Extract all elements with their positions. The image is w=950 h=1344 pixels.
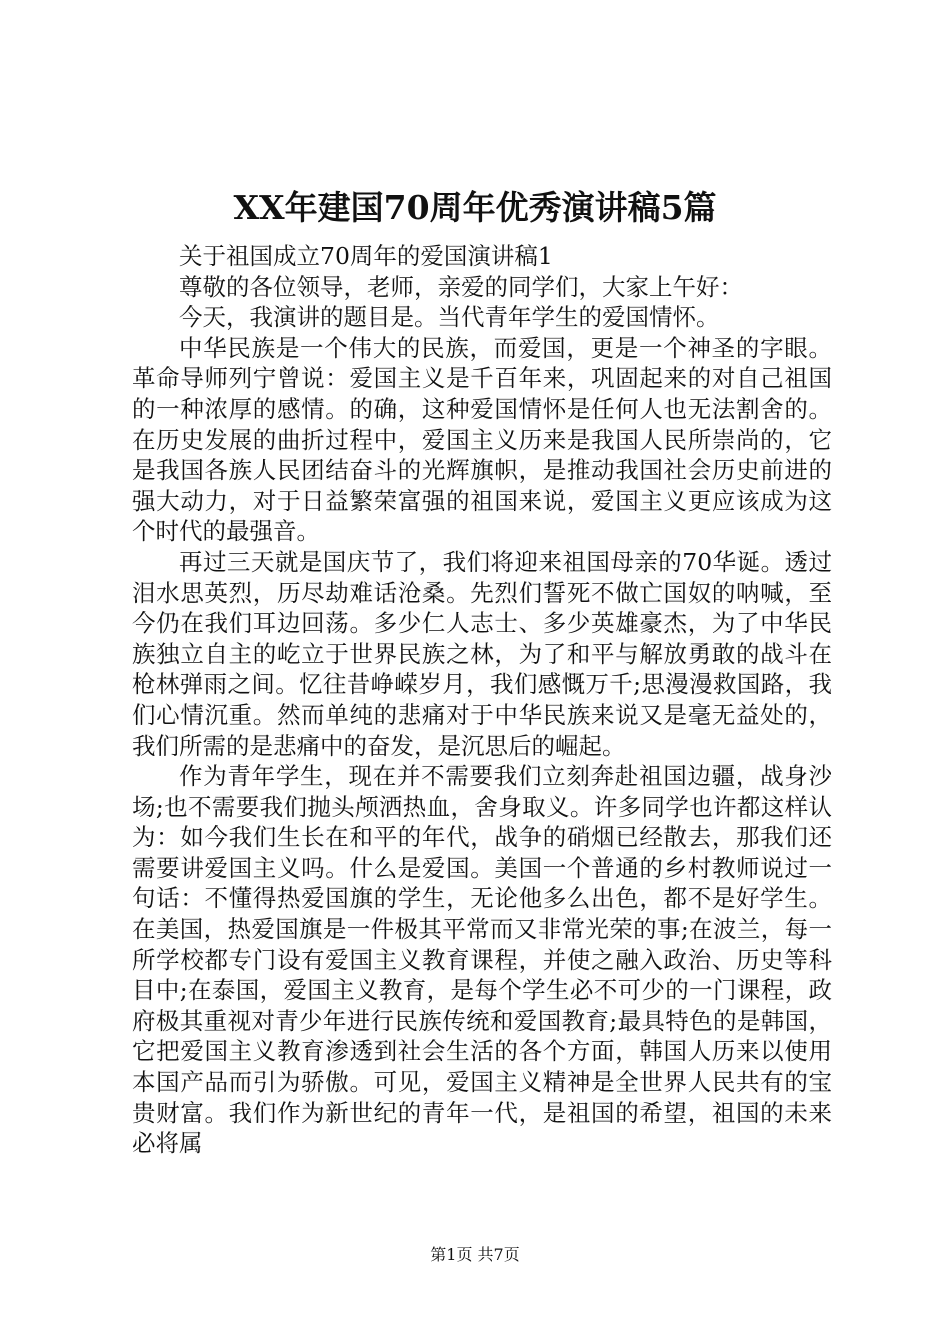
paragraph-subtitle: 关于祖国成立70周年的爱国演讲稿1: [179, 242, 553, 270]
page-footer: 第1页 共7页: [430, 1245, 520, 1264]
document-title: XX年建国70周年优秀演讲稿5篇: [233, 188, 717, 227]
paragraph-topic: 今天，我演讲的题目是。当代青年学生的爱国情怀。: [179, 303, 720, 332]
paragraph-body: 作为青年学生，现在并不需要我们立刻奔赴祖国边疆，战身沙场;也不需要我们抛头颅洒热血，舍身取义。许多同学也许都这样认为：如今我们生长在和平的年代，战争的硝烟已经散去，那我们还需要讲爱国主义吗。什么是爱国。美国一个普通的乡村教师说过一句话：不懂得热爱国旗的学生，无论他多么出色，都不是好学生。在美国，热爱国旗是一件极其平常而又非常光荣的事;在波兰，每一所学校都专门设有爱国主义教育课程，并使之融入政治、历史等科目中;在泰国，爱国主义教育，是每个学生必不可少的一门课程，政府极其重视对青少年进行民族传统和爱国教育;最具特色的是韩国，它把爱国主义教育渗透到社会生活的各个方面，韩国人历来以使用本国产品而引为骄傲。可见，爱国主义精神是全世界人民共有的宝贵财富。我们作为新世纪的青年一代，是祖国的希望，祖国的未来必将属: [132, 762, 832, 1158]
paragraph-greeting: 尊敬的各位领导，老师，亲爱的同学们，大家上午好：: [179, 272, 743, 301]
paragraph-body: 中华民族是一个伟大的民族，而爱国，更是一个神圣的字眼。革命导师列宁曾说：爱国主义是千百年来，巩固起来的对自己祖国的一种浓厚的感情。的确，这种爱国情怀是任何人也无法割舍的。在历史发展的曲折过程中，爱国主义历来是我国人民所崇尚的，它是我国各族人民团结奋斗的光辉旗帜，是推动我国社会历史前进的强大动力，对于日益繁荣富强的祖国来说，爱国主义更应该成为这个时代的最强音。: [132, 333, 832, 546]
paragraph-body: 再过三天就是国庆节了，我们将迎来祖国母亲的70华诞。透过泪水思英烈，历尽劫难话沧桑。先烈们誓死不做亡国奴的呐喊，至今仍在我们耳边回荡。多少仁人志士、多少英雄豪杰，为了中华民族独立自主的屹立于世界民族之林，为了和平与解放勇敢的战斗在枪林弹雨之间。忆往昔峥嵘岁月，我们感慨万千;思漫漫救国路，我们心情沉重。然而单纯的悲痛对于中华民族来说又是毫无益处的，我们所需的是悲痛中的奋发，是沉思后的崛起。: [132, 547, 832, 760]
document-body: [132, 241, 832, 1159]
